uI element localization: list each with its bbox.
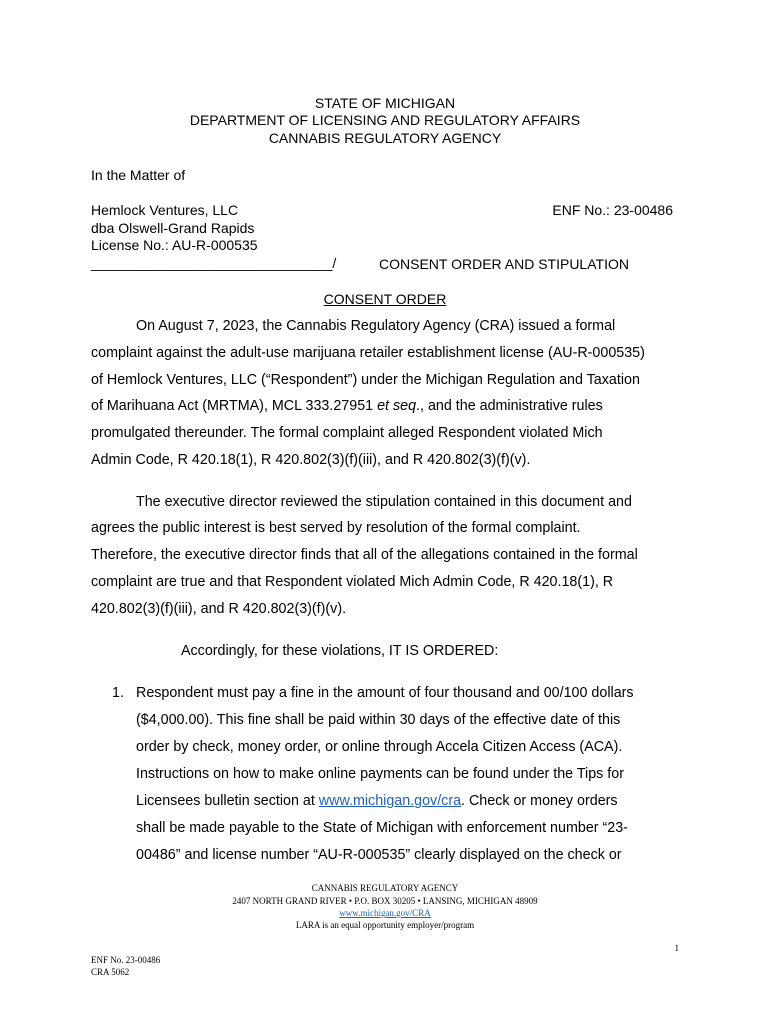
page-number: 1 bbox=[674, 943, 679, 953]
item1-line: 00486” and license number “AU-R-000535” clearly displayed on the check or bbox=[136, 847, 622, 863]
footer-website-link[interactable]: www.michigan.gov/CRA bbox=[339, 908, 431, 918]
cra-website-link[interactable]: www.michigan.gov/cra bbox=[318, 793, 462, 809]
item1-text: . Check or money orders bbox=[461, 793, 618, 809]
para2-line: agrees the public interest is best served by resolution of the formal complaint. bbox=[91, 520, 581, 536]
para2-line: 420.802(3)(f)(iii), and R 420.802(3)(f)(v). bbox=[91, 601, 347, 617]
footer-website bbox=[0, 907, 770, 919]
in-the-matter-label: In the Matter of bbox=[91, 167, 186, 183]
respondent-license: License No.: AU-R-000535 bbox=[91, 237, 258, 253]
item1-line: Respondent must pay a fine in the amount of four thousand and 00/100 dollars bbox=[136, 685, 634, 701]
footer-address: 2407 NORTH GRAND RIVER • P.O. BOX 30205 • LANSING, MICHIGAN 48909 bbox=[232, 896, 538, 906]
para1-line: of Hemlock Ventures, LLC (“Respondent”) under the Michigan Regulation and Taxation bbox=[91, 372, 640, 388]
footer-form-reference: CRA 5062 bbox=[91, 967, 130, 977]
item1-text: Licensees bulletin section at bbox=[136, 793, 319, 809]
item1-line bbox=[136, 793, 618, 810]
section-title: CONSENT ORDER bbox=[323, 291, 447, 307]
item-number: 1. bbox=[112, 685, 124, 701]
para1-line bbox=[91, 398, 603, 415]
ordered-statement: Accordingly, for these violations, IT IS ORDERED: bbox=[181, 643, 499, 659]
header-department: DEPARTMENT OF LICENSING AND REGULATORY AFFAIRS bbox=[189, 112, 581, 128]
para2-line: The executive director reviewed the stipulation contained in this document and bbox=[136, 494, 632, 510]
para1-line: promulgated thereunder. The formal complaint alleged Respondent violated Mich bbox=[91, 425, 603, 441]
respondent-dba: dba Olswell-Grand Rapids bbox=[91, 220, 255, 236]
item1-line: shall be made payable to the State of Michigan with enforcement number “23- bbox=[136, 820, 628, 836]
footer-enf-reference: ENF No. 23-00486 bbox=[91, 955, 161, 965]
footer-agency: CANNABIS REGULATORY AGENCY bbox=[311, 883, 459, 893]
para1-line: On August 7, 2023, the Cannabis Regulatory Agency (CRA) issued a formal bbox=[136, 318, 616, 334]
item1-line: Instructions on how to make online payments can be found under the Tips for bbox=[136, 766, 624, 782]
enf-number: ENF No.: 23-00486 bbox=[552, 202, 673, 218]
para1-text: ., and the administrative rules bbox=[416, 398, 603, 414]
header-agency: CANNABIS REGULATORY AGENCY bbox=[268, 130, 502, 146]
para2-line: complaint are true and that Respondent violated Mich Admin Code, R 420.18(1), R bbox=[91, 574, 614, 590]
para1-line: Admin Code, R 420.18(1), R 420.802(3)(f)(iii), and R 420.802(3)(f)(v). bbox=[91, 452, 531, 468]
document-title: CONSENT ORDER AND STIPULATION bbox=[379, 256, 629, 272]
para2-line: Therefore, the executive director finds that all of the allegations contained in the formal bbox=[91, 547, 638, 563]
item1-line: order by check, money order, or online through Accela Citizen Access (ACA). bbox=[136, 739, 623, 755]
respondent-name: Hemlock Ventures, LLC bbox=[91, 202, 239, 218]
header-state: STATE OF MICHIGAN bbox=[314, 95, 456, 111]
para1-text: of Marihuana Act (MRTMA), MCL 333.27951 bbox=[91, 398, 378, 414]
para1-line: complaint against the adult-use marijuana retailer establishment license (AU-R-000535) bbox=[91, 345, 645, 361]
footer-equal-opportunity: LARA is an equal opportunity employer/program bbox=[295, 920, 475, 930]
caption-signature-line: _______________________________/ bbox=[91, 255, 337, 271]
item1-line: ($4,000.00). This fine shall be paid within 30 days of the effective date of this bbox=[136, 712, 621, 728]
para1-italic: et seq bbox=[377, 398, 417, 414]
